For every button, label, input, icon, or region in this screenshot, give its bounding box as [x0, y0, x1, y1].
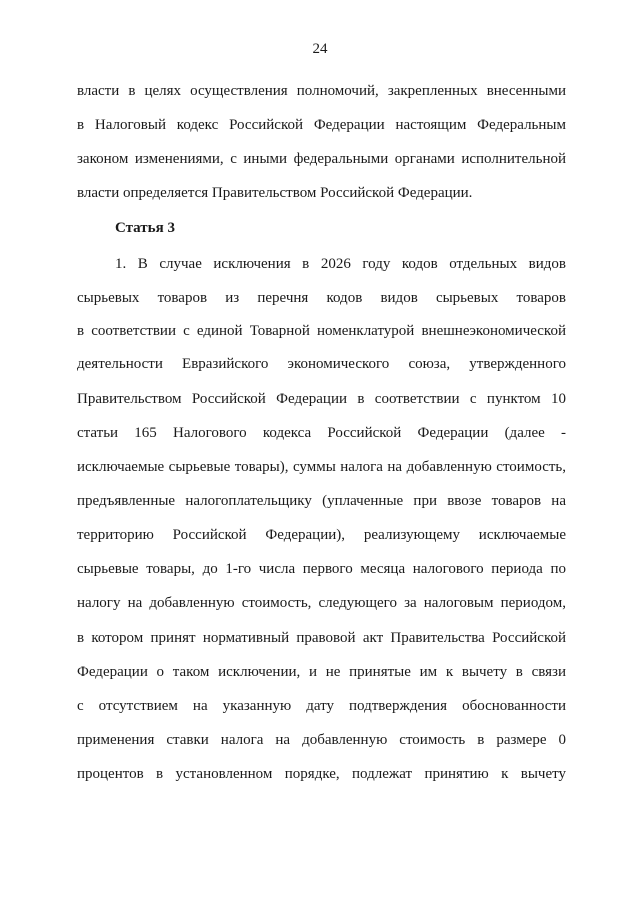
text-line: в соответствии с единой Товарной номенклатурой внешнеэкономической [77, 323, 566, 339]
text-line: сырьевые товары, до 1-го числа первого месяца налогового периода по [77, 561, 566, 577]
page-number: 24 [312, 41, 328, 57]
article-heading: Статья 3 [115, 220, 175, 236]
text-line: исключаемые сырьевые товары), суммы налога на добавленную стоимость, [77, 459, 566, 475]
text-line: налогу на добавленную стоимость, следующего за налоговым периодом, [77, 595, 566, 611]
text-line: предъявленные налогоплательщику (уплаченные при ввозе товаров на [77, 493, 566, 509]
text-line: в Налоговый кодекс Российской Федерации настоящим Федеральным [77, 117, 566, 133]
text-line: применения ставки налога на добавленную стоимость в размере 0 [77, 732, 566, 748]
text-line: сырьевых товаров из перечня кодов видов сырьевых товаров [77, 290, 566, 306]
text-line: 1. В случае исключения в 2026 году кодов отдельных видов [115, 256, 566, 272]
text-line: власти в целях осуществления полномочий, закрепленных внесенными [77, 83, 566, 99]
text-line: власти определяется Правительством Российской Федерации. [77, 185, 473, 201]
text-line: деятельности Евразийского экономического союза, утвержденного [77, 356, 566, 372]
text-line: Правительством Российской Федерации в соответствии с пунктом 10 [77, 391, 566, 407]
text-line: статьи 165 Налогового кодекса Российской Федерации (далее - [77, 425, 566, 441]
text-line: процентов в установленном порядке, подлежат принятию к вычету [77, 766, 566, 782]
text-line: в котором принят нормативный правовой акт Правительства Российской [77, 630, 566, 646]
text-line: с отсутствием на указанную дату подтверждения обоснованности [77, 698, 566, 714]
text-line: территорию Российской Федерации), реализующему исключаемые [77, 527, 566, 543]
text-line: Федерации о таком исключении, и не принятые им к вычету в связи [77, 664, 566, 680]
text-line: законом изменениями, с иными федеральными органами исполнительной [77, 151, 566, 167]
